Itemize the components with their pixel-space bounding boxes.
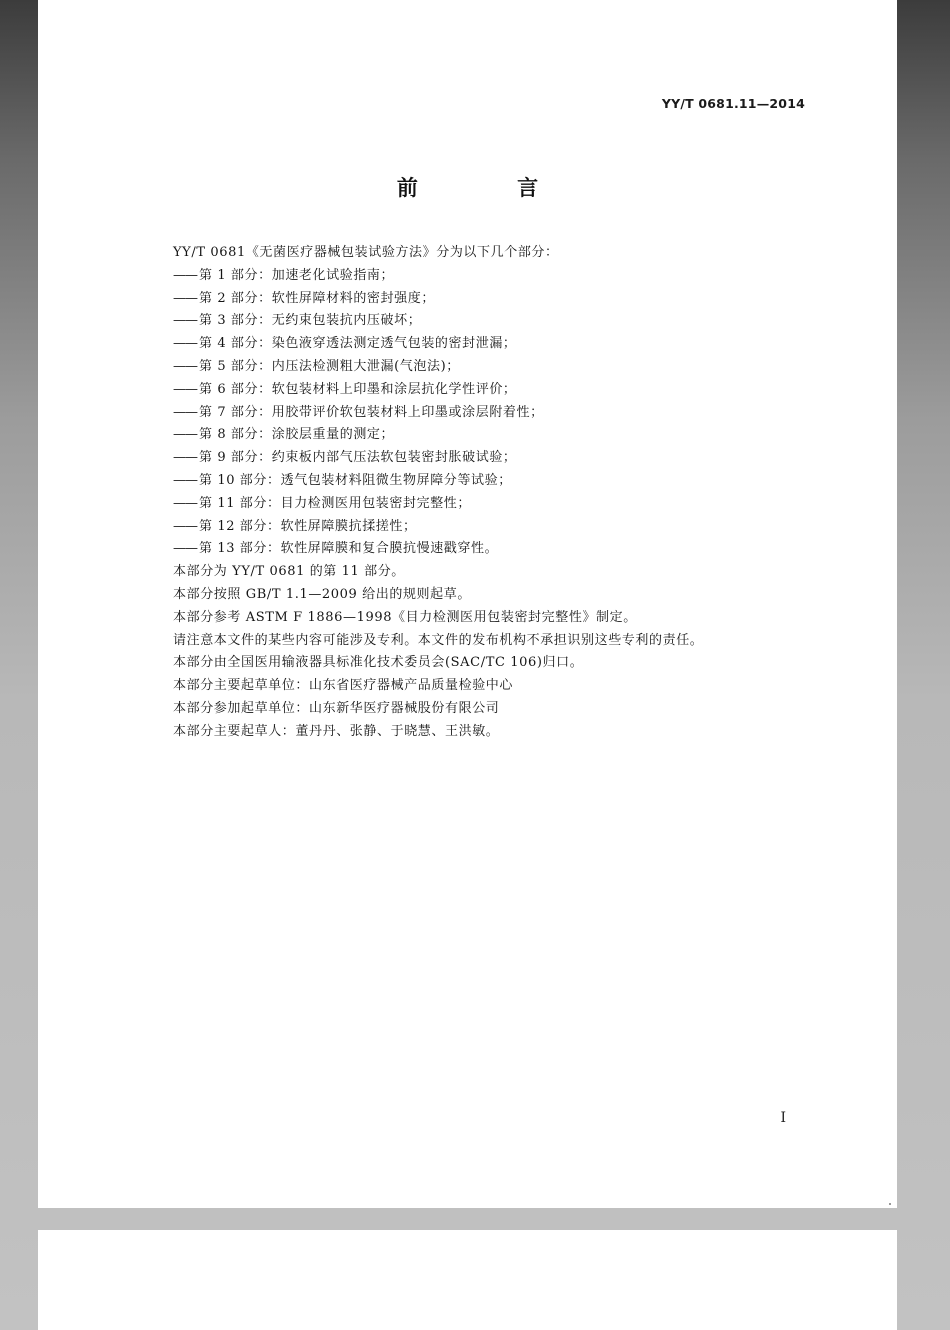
scan-speck — [889, 1203, 891, 1205]
part-text: 第 8 部分：涂胶层重量的测定； — [199, 427, 395, 443]
part-item — [173, 356, 863, 379]
paragraph: 本部分按照 GB/T 1.1—2009 给出的规则起草。 — [173, 586, 471, 602]
part-item — [173, 538, 863, 561]
document-page — [38, 0, 897, 1208]
part-text: 第 6 部分：软包装材料上印墨和涂层抗化学性评价； — [199, 381, 517, 397]
paragraph: 本部分主要起草单位：山东省医疗器械产品质量检验中心 — [173, 678, 514, 694]
part-text: 第 4 部分：染色液穿透法测定透气包装的密封泄漏； — [199, 336, 517, 352]
part-item — [173, 265, 863, 288]
dash-marker: —— — [173, 381, 197, 397]
dash-marker: —— — [173, 450, 197, 466]
part-text: 第 5 部分：内压法检测粗大泄漏(气泡法)； — [199, 358, 460, 374]
part-text: 第 7 部分：用胶带评价软包装材料上印墨或涂层附着性； — [199, 404, 544, 420]
dash-marker: —— — [173, 358, 197, 374]
dash-marker: —— — [173, 313, 197, 329]
part-text: 第 2 部分：软性屏障材料的密封强度； — [199, 290, 435, 306]
intro-line: YY/T 0681《无菌医疗器械包装试验方法》分为以下几个部分： — [173, 245, 559, 260]
part-item — [173, 470, 863, 493]
part-text: 第 10 部分：透气包装材料阻微生物屏障分等试验； — [199, 472, 512, 488]
dash-marker: —— — [173, 518, 197, 534]
part-item — [173, 493, 863, 516]
paragraph: 本部分为 YY/T 0681 的第 11 部分。 — [173, 564, 405, 580]
part-text: 第 11 部分：目力检测医用包装密封完整性； — [199, 495, 472, 511]
part-item — [173, 379, 863, 402]
document-code: YY/T 0681.11—2014 — [661, 96, 805, 111]
paragraph: 本部分参考 ASTM F 1886—1998《目力检测医用包装密封完整性》制定。 — [173, 609, 637, 625]
part-text: 第 3 部分：无约束包装抗内压破坏； — [199, 313, 422, 329]
next-page — [38, 1230, 897, 1330]
part-item — [173, 447, 863, 470]
dash-marker: —— — [173, 267, 197, 283]
dash-marker: —— — [173, 404, 197, 420]
part-item — [173, 516, 863, 539]
part-item — [173, 288, 863, 311]
part-text: 第 1 部分：加速老化试验指南； — [199, 267, 395, 283]
part-text: 第 9 部分：约束板内部气压法软包装密封胀破试验； — [199, 450, 517, 466]
part-item — [173, 310, 863, 333]
dash-marker: —— — [173, 495, 197, 511]
dash-marker: —— — [173, 336, 197, 352]
dash-marker: —— — [173, 541, 197, 557]
part-item — [173, 333, 863, 356]
page-title: 前 言 — [396, 176, 585, 200]
part-item — [173, 402, 863, 425]
part-text: 第 12 部分：软性屏障膜抗揉搓性； — [199, 518, 417, 534]
dash-marker: —— — [173, 472, 197, 488]
page-number: I — [780, 1110, 786, 1126]
dash-marker: —— — [173, 290, 197, 306]
part-text: 第 13 部分：软性屏障膜和复合膜抗慢速戳穿性。 — [199, 541, 499, 557]
paragraph: 本部分参加起草单位：山东新华医疗器械股份有限公司 — [173, 700, 500, 716]
foreword-body — [173, 242, 863, 744]
paragraph: 请注意本文件的某些内容可能涉及专利。本文件的发布机构不承担识别这些专利的责任。 — [173, 632, 704, 648]
paragraph: 本部分由全国医用输液器具标准化技术委员会(SAC/TC 106)归口。 — [173, 655, 584, 671]
dash-marker: —— — [173, 427, 197, 443]
paragraph: 本部分主要起草人：董丹丹、张静、于晓慧、王洪敏。 — [173, 723, 500, 739]
part-item — [173, 424, 863, 447]
